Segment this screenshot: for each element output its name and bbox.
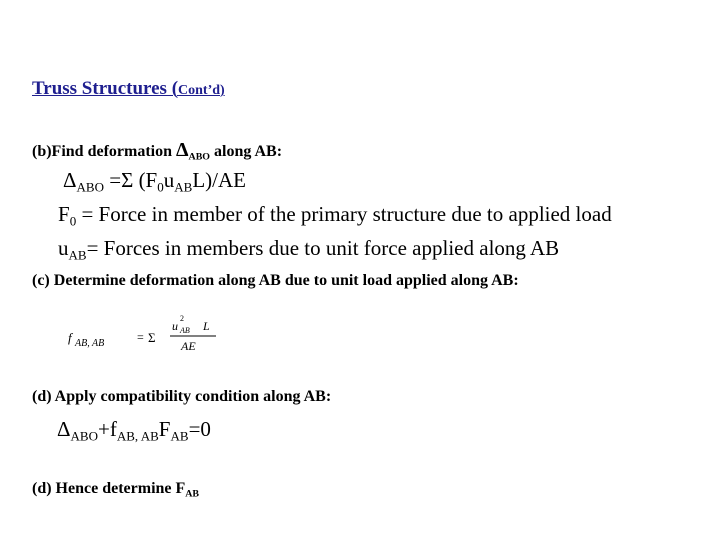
formula-lhs-sub: AB, AB [75,338,105,349]
eq1-u: u [163,168,175,192]
formula-num-sub: AB [180,326,190,335]
formula-eq: = [137,330,144,344]
eq2-plus-f: +f [98,417,117,441]
formula-den: AE [181,339,196,353]
formula-num-sup: 2 [180,314,184,323]
eq2-F: F [158,417,171,441]
eq2-delta: Δ [57,417,71,441]
step-b-suffix: along AB: [210,143,283,160]
compatibility-equation [57,417,211,442]
eq1-mid: =Σ (F [104,168,158,192]
step-e-text: (d) Hence determine F [32,480,186,497]
f0-symbol: F [58,202,70,226]
step-e-sub: AB [185,488,200,500]
formula-sigma: Σ [148,330,156,345]
eq1-tail: L)/AE [192,168,247,192]
delta-subscript: ABO [188,151,211,163]
f0-text: = Force in member of the primary structure due to applied load [76,202,612,226]
formula-lhs: f [68,330,72,345]
formula-num-l: L [203,319,210,333]
eq1-f-sub: 0 [157,179,164,195]
f0-sub: 0 [69,213,77,229]
deformation-equation [63,168,246,193]
eq1-delta: Δ [63,168,77,192]
step-b-prefix: (b)Find deformation [32,143,176,160]
step-d-heading: (d) Apply compatibility condition along AB: [32,388,332,405]
eq2-f-sub: AB, AB [116,428,159,444]
step-c-heading: (c) Determine deformation along AB due to unit load applied along AB: [32,272,519,289]
title-small: Cont’d) [178,83,225,98]
uab-text: = Forces in members due to unit force applied along AB [86,236,560,260]
eq2-tail: =0 [188,417,211,441]
delta-symbol: Δ [176,139,189,161]
uab-symbol: u [58,236,69,260]
uab-sub: AB [68,247,87,263]
eq1-u-sub: AB [174,179,193,195]
step-e-heading [32,480,199,498]
step-b-heading [32,139,282,162]
eq1-delta-sub: ABO [76,179,104,195]
flexibility-formula [60,308,230,356]
formula-num-u: u [172,319,178,333]
slide-title [32,78,225,100]
uab-definition [58,236,559,261]
title-main: Truss Structures ( [32,78,179,99]
eq2-F-sub: AB [170,428,189,444]
f0-definition [58,202,612,227]
eq2-delta-sub: ABO [70,428,98,444]
